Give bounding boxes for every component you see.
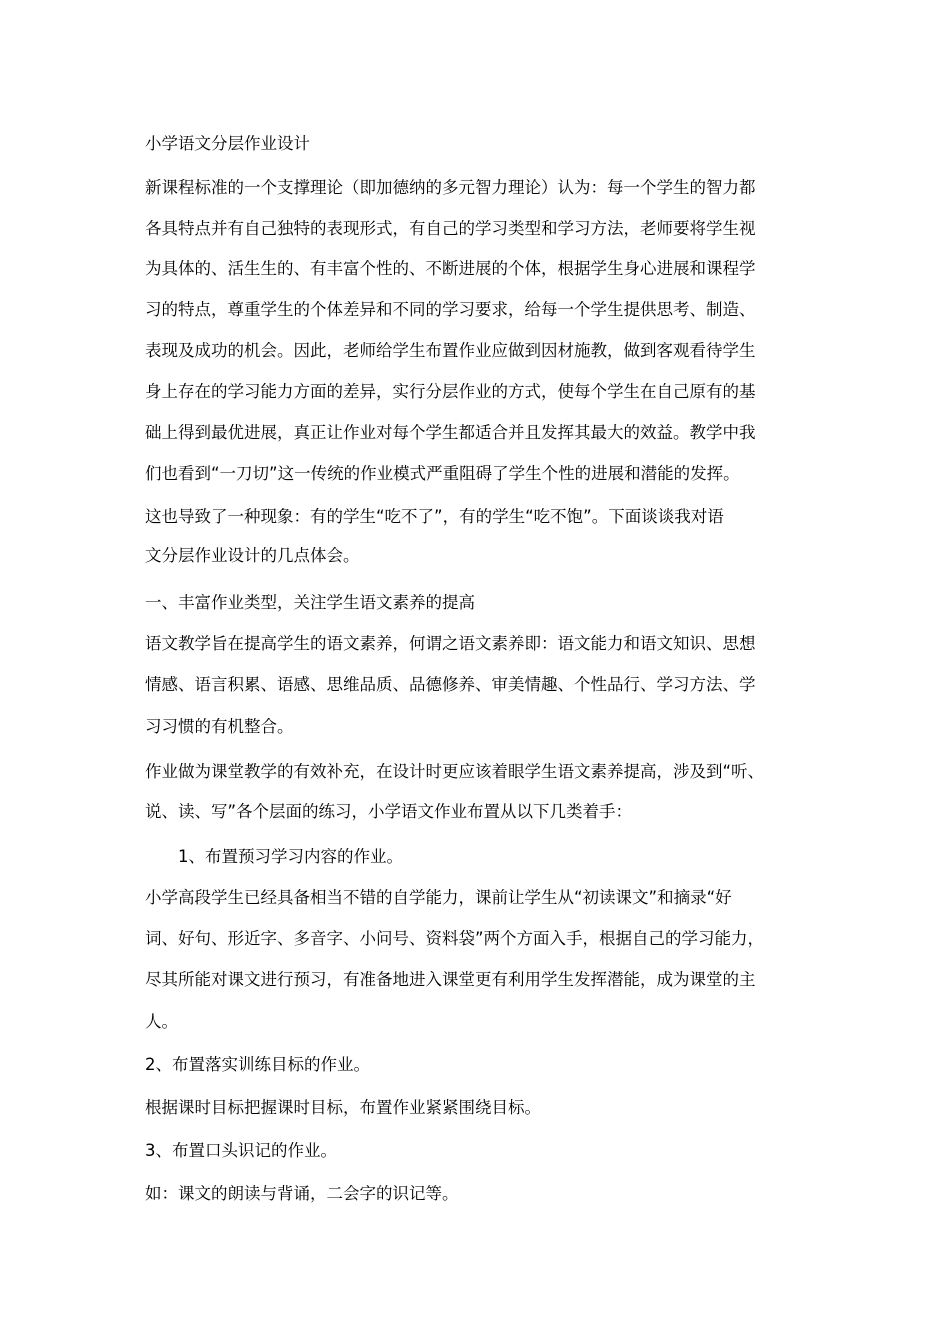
document-title: 小学语文分层作业设计 xyxy=(145,134,310,153)
paragraph-line: 尽其所能对课文进行预习，有准备地进入课堂更有利用学生发挥潜能，成为课堂的主 xyxy=(145,970,756,989)
paragraph-line: 新课程标准的一个支撑理论（即加德纳的多元智力理论）认为：每一个学生的智力都 xyxy=(145,178,756,197)
paragraph-line: 习的特点，尊重学生的个体差异和不同的学习要求，给每一个学生提供思考、制造、 xyxy=(145,300,756,319)
paragraph-line: 词、好句、形近字、多音字、小问号、资料袋”两个方面入手，根据自己的学习能力， xyxy=(145,929,765,948)
section-heading: 一、丰富作业类型，关注学生语文素养的提高 xyxy=(145,593,475,612)
list-item-heading: 3、布置口头识记的作业。 xyxy=(145,1141,337,1160)
paragraph-line: 情感、语言积累、语感、思维品质、品德修养、审美情趣、个性品行、学习方法、学 xyxy=(145,675,756,694)
paragraph-line: 小学高段学生已经具备相当不错的自学能力，课前让学生从“初读课文”和摘录“好 xyxy=(145,888,732,907)
paragraph-line: 根据课时目标把握课时目标，布置作业紧紧围绕目标。 xyxy=(145,1098,541,1117)
paragraph-line: 这也导致了一种现象：有的学生“吃不了”，有的学生“吃不饱”。下面谈谈我对语 xyxy=(145,507,724,526)
paragraph-line: 习习惯的有机整合。 xyxy=(145,717,294,736)
paragraph-line: 作业做为课堂教学的有效补充，在设计时更应该着眼学生语文素养提高，涉及到“听、 xyxy=(145,762,765,781)
paragraph-line: 表现及成功的机会。因此，老师给学生布置作业应做到因材施教，做到客观看待学生 xyxy=(145,341,756,360)
paragraph-line: 身上存在的学习能力方面的差异，实行分层作业的方式，使每个学生在自己原有的基 xyxy=(145,382,756,401)
paragraph-line: 为具体的、活生生的、有丰富个性的、不断进展的个体，根据学生身心进展和课程学 xyxy=(145,259,756,278)
list-item-heading: 2、布置落实训练目标的作业。 xyxy=(145,1055,370,1074)
paragraph-line: 说、读、写”各个层面的练习，小学语文作业布置从以下几类着手： xyxy=(145,802,633,821)
list-item-heading: 1、布置预习学习内容的作业。 xyxy=(178,847,403,866)
paragraph-line: 们也看到“一刀切”这一传统的作业模式严重阻碍了学生个性的进展和潜能的发挥。 xyxy=(145,464,740,483)
paragraph-line: 人。 xyxy=(145,1012,178,1031)
paragraph-line: 各具特点并有自己独特的表现形式，有自己的学习类型和学习方法，老师要将学生视 xyxy=(145,219,756,238)
paragraph-line: 如：课文的朗读与背诵，二会字的识记等。 xyxy=(145,1184,459,1203)
paragraph-line: 语文教学旨在提高学生的语文素养，何谓之语文素养即：语文能力和语文知识、思想 xyxy=(145,634,756,653)
paragraph-line: 础上得到最优进展，真正让作业对每个学生都适合并且发挥其最大的效益。教学中我 xyxy=(145,423,756,442)
paragraph-line: 文分层作业设计的几点体会。 xyxy=(145,546,360,565)
